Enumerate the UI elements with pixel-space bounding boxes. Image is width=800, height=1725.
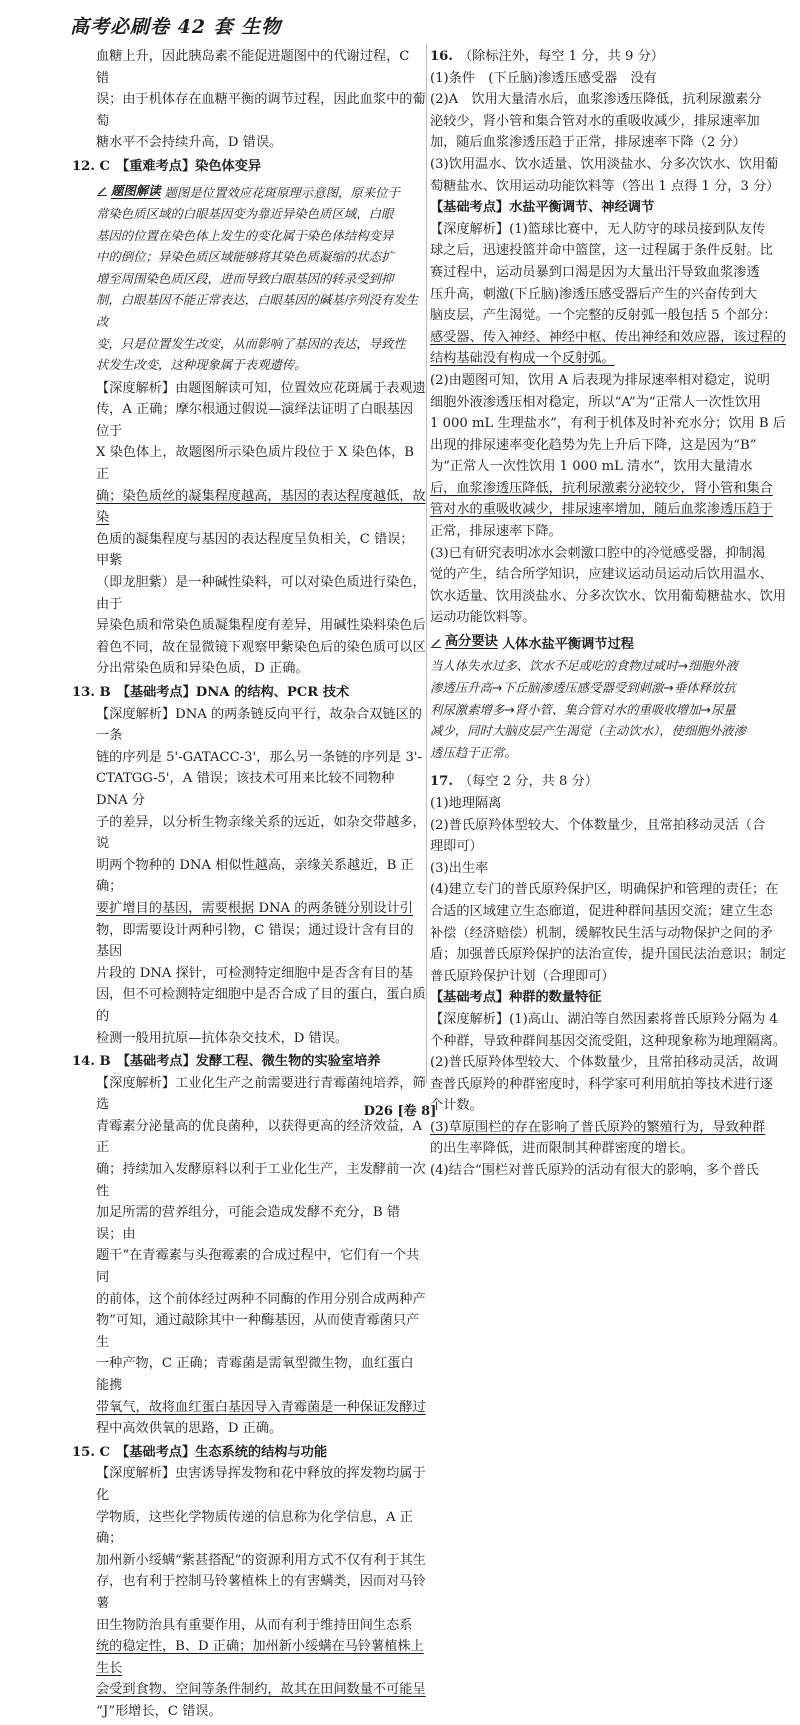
text-line: 普氏原羚保护计划（合理即可） <box>430 968 615 984</box>
text-line: CTATGG-5'，A 错误；该技术可用来比较不同物种 DNA 分 <box>96 771 395 808</box>
text-line: (2)普氏原羚体型较大、个体数量少，且常拍移动灵活（合 <box>430 817 766 833</box>
text-line: 误；由于机体存在血糖平衡的调节过程，因此血浆中的葡萄 <box>96 92 426 129</box>
text-line: 细胞外液渗透压相对稳定，所以“A”为“正常人一次性饮用 <box>430 394 762 410</box>
text-line: 感受器、传入神经、神经中枢、传出神经和效应器，该过程的 <box>430 329 787 345</box>
text-line: 确；持续加入发酵原料以利于工业化生产，主发酵前一次性 <box>96 1162 426 1199</box>
question-number: 14. B <box>72 1054 111 1070</box>
text-line: 要扩增目的基因，需要根据 DNA 的两条链分别设计引 <box>96 900 413 916</box>
tips-label <box>430 631 498 653</box>
analysis-block <box>96 704 426 1050</box>
text-line: 加，随后血浆渗透压趋于正常，排尿速率下降（2 分） <box>430 135 746 151</box>
text-line: 运动功能饮料等。 <box>430 610 536 626</box>
interpretation-label-text: 题图解读 <box>111 182 161 198</box>
text-line: 状发生改变，这种现象属于表观遗传。 <box>96 357 307 373</box>
text-line: 的出生率降低，进而限制其种群密度的增长。 <box>430 1141 694 1157</box>
analysis-block <box>96 1463 426 1722</box>
text-line: 【深度解析】由题图解读可知，位置效应花斑属于表观遗 <box>96 380 426 396</box>
text-line: 管对水的重吸收减少，排尿速率增加，随后血浆渗透压趋于 <box>430 502 773 518</box>
question-header <box>72 156 426 178</box>
question-header <box>72 682 426 704</box>
text-line: (3)草原围栏的存在影响了普氏原羚的繁殖行为，导致种群 <box>430 1119 766 1135</box>
text-line: 结构基础没有构成一个反射弧。 <box>430 351 615 367</box>
intro-block <box>96 46 426 154</box>
text-line: 片段的 DNA 探针，可检测特定细胞中是否含有目的基 <box>96 965 413 981</box>
question-12 <box>72 156 426 680</box>
interpretation-label <box>96 180 161 202</box>
text-line: 合适的区域建立生态廊道，促进种群间基因交流；建立生态 <box>430 903 773 919</box>
text-line: 加足所需的营养组分，可能会造成发酵不充分，B 错误；由 <box>96 1205 401 1242</box>
text-line: 着色不同，故在显微镜下观察甲紫染色后的染色质可以区 <box>96 639 426 655</box>
text-line: 压升高，刺激(下丘脑)渗透压感受器后产生的兴奋传到大 <box>430 286 757 302</box>
text-line: 透压趋于正常。 <box>430 744 517 760</box>
analysis-block <box>430 219 800 629</box>
text-line: 觉的产生，结合所学知识，应建议运动员运动后饮用温水、 <box>430 567 773 583</box>
text-line: 盾；加强普氏原羚保护的法治宣传，提升国民法治意识；制定 <box>430 947 787 963</box>
question-tag: 【基础考点】生态系统的结构与功能 <box>116 1444 328 1460</box>
page-header-title: 高考必刷卷 42 套 生物 <box>70 16 282 38</box>
text-line: 【深度解析】(1)篮球比赛中，无人防守的球员接到队友传 <box>430 221 766 237</box>
text-line: (1)条件 (下丘脑)渗透压感受器 没有 <box>430 70 657 86</box>
text-line: (4)结合“围栏对普氏原羚的活动有很大的影响，多个普氏 <box>430 1163 759 1179</box>
text-line: 学物质，这些化学物质传递的信息称为化学信息，A 正确； <box>96 1509 414 1547</box>
analysis-block <box>96 378 426 680</box>
question-number: 16. <box>430 49 453 64</box>
text-line: 子的差异，以分析生物亲缘关系的远近，如杂交带越多，说 <box>96 814 426 852</box>
question-tag: 【重难考点】染色体变异 <box>116 158 262 174</box>
text-line: 后，血浆渗透压降低，抗利尿激素分泌较少，肾小管和集合 <box>430 480 773 496</box>
text-line: 变，只是位置发生改变，从而影响了基因的表达，导致性 <box>96 335 406 351</box>
text-line: 赛过程中，运动员暴到口渴是因为大量出汗导致血浆渗透 <box>430 264 760 280</box>
text-line: 因，但不可检测特定细胞中是否合成了目的蛋白，蛋白质的 <box>96 987 426 1024</box>
text-line: 田生物防治具有重要作用，从而有利于维持田间生态系 <box>96 1617 413 1633</box>
question-tag: 【基础考点】发酵工程、微生物的实验室培养 <box>116 1054 381 1070</box>
text-line: 萄糖盐水、饮用运动功能饮料等（答出 1 点得 1 分，3 分） <box>430 178 780 194</box>
text-line: 带氧气，故将血红蛋白基因导入青霉菌是一种保证发酵过 <box>96 1399 426 1415</box>
text-line: 血糖上升，因此胰岛素不能促进题图中的代谢过程，C 错 <box>96 49 410 86</box>
text-line: 制，白眼基因不能正常表达，白眼基因的碱基序列没有发生改 <box>96 292 419 329</box>
text-line: 【深度解析】DNA 的两条链反向平行，故杂合双链区的一条 <box>96 706 422 744</box>
text-line: 【深度解析】工业化生产之前需要进行青霉菌纯培养，筛选 <box>96 1075 426 1113</box>
text-line: （即龙胆紫）是一种碱性染料，可以对染色质进行染色，由于 <box>96 575 426 612</box>
question-13 <box>72 682 426 1049</box>
column-divider <box>426 44 427 1084</box>
text-line: 出现的排尿速率变化趋势为先上升后下降，这是因为“B” <box>430 437 757 453</box>
text-line: (4)建立专门的普氏原羚保护区，明确保护和管理的责任；在 <box>430 882 779 898</box>
text-line: 1 000 mL 生理盐水”，有利于机体及时补充水分；饮用 B 后 <box>430 416 786 432</box>
text-line: 糖水平不会持续升高，D 错误。 <box>96 135 283 151</box>
text-line: 渗透压升高→下丘脑渗透压感受器受到刺激→垂体释放抗 <box>430 680 736 696</box>
tips-label-text: 高分要诀 <box>445 634 498 650</box>
text-line: 题干“在青霉素与头孢霉素的合成过程中，它们有一个共同 <box>96 1248 420 1286</box>
text-line: 统的稳定性，B、D 正确；加州新小绥螨在马铃薯植株上生长 <box>96 1639 424 1676</box>
text-line: 色质的凝集程度与基因的表达程度呈负相关，C 错误；甲紫 <box>96 531 414 569</box>
text-line: 脑皮层，产生渴觉。一个完整的反射弧一般包括 5 个部分： <box>430 308 777 324</box>
text-line: 加州新小绥螨“紫甚搭配”的资源利用方式不仅有利于其生 <box>96 1552 426 1568</box>
tips-block <box>430 631 800 763</box>
question-number: 15. C <box>72 1444 111 1460</box>
text-line: 增至周围染色质区段，进而导致白眼基因的转录受到抑 <box>96 270 394 286</box>
text-line: 个种群，导致种群间基因交流受阻，这种现象称为地理隔离。 <box>430 1033 787 1049</box>
score-note: （每空 2 分，共 8 分） <box>458 774 599 790</box>
question-15 <box>72 1442 426 1723</box>
text-line: (2)A 饮用大量清水后，血浆渗透压降低，抗利尿激素分 <box>430 92 762 108</box>
question-16 <box>430 46 800 763</box>
text-line: 为“正常人一次性饮用 1 000 mL 清水”，饮用大量清水 <box>430 459 753 475</box>
text-line: 题图是位置效应花斑原理示意图，原来位于 <box>164 184 400 200</box>
question-tag: 【基础考点】DNA 的结构、PCR 技术 <box>116 685 350 701</box>
text-line: 【深度解析】虫害诱导挥发物和花中释放的挥发物均属于化 <box>96 1466 426 1503</box>
answer-block <box>430 68 800 198</box>
text-line: 程中高效供氧的思路，D 正确。 <box>96 1421 283 1437</box>
question-header <box>72 1442 426 1464</box>
interpretation-block <box>96 180 426 376</box>
text-line: (3)已有研究表明冰水会刺激口腔中的冷觉感受器，抑制渴 <box>430 545 766 561</box>
text-line: (2)普氏原羚体型较大、个体数量少，且常拍移动灵活，故调 <box>430 1055 779 1071</box>
question-header <box>72 1051 426 1073</box>
text-line: 常染色质区域的白眼基因变为靠近异染色质区域，白眼 <box>96 205 394 221</box>
question-tag: 【基础考点】种群的数量特征 <box>430 990 602 1006</box>
text-line: 补偿（经济赔偿）机制，缓解牧民生活与动物保护之间的矛 <box>430 925 773 941</box>
text-line: 会受到食物、空间等条件制约，故其在田间数量不可能呈 <box>96 1682 426 1698</box>
text-line: 传，A 正确；摩尔根通过假说—演绎法证明了白眼基因位于 <box>96 402 414 439</box>
text-line: 的前体，这个前体经过两种不同酶的作用分别合成两种产 <box>96 1291 426 1307</box>
text-line: 明两个物种的 DNA 相似性越高，亲缘关系越近，B 正确； <box>96 857 414 895</box>
text-line: 理即可） <box>430 839 483 855</box>
text-line: X 染色体上，故题图所示染色质片段位于 X 染色体，B 正 <box>96 445 414 483</box>
text-line: 确；染色质丝的凝集程度越高，基因的表达程度越低，故染 <box>96 488 426 526</box>
text-line: 个计数。 <box>430 1098 483 1114</box>
question-number: 12. C <box>72 158 111 174</box>
pen-icon <box>96 184 108 196</box>
text-line: 检测一般用抗原—抗体杂交技术，D 错误。 <box>96 1030 349 1046</box>
text-line: “J”形增长，C 错误。 <box>96 1703 222 1719</box>
answer-block <box>430 793 800 987</box>
text-line: 物”可知，通过敲除其中一种酶基因，从而使青霉菌只产生 <box>96 1313 420 1350</box>
text-line: 一种产物，C 正确；青霉菌是需氧型微生物，血红蛋白能携 <box>96 1356 414 1394</box>
text-line: 泌较少，肾小管和集合管对水的重吸收减少，排尿速率加 <box>430 113 760 129</box>
text-line: 基因的位置在染色体上发生的变化属于染色体结构变异 <box>96 227 394 243</box>
question-number: 17. <box>430 774 453 790</box>
text-line: 当人体失水过多、饮水不足或吃的食物过咸时→细胞外液 <box>430 658 738 674</box>
text-line: 减少，同时大脑皮层产生渴觉（主动饮水），使细胞外液渗 <box>430 723 746 739</box>
pen-icon <box>430 636 442 648</box>
text-line: 利尿激素增多→肾小管、集合管对水的重吸收增加→尿量 <box>430 701 736 717</box>
text-line: 链的序列是 5'-GATACC-3'，那么另一条链的序列是 3'- <box>96 749 422 765</box>
text-line: (3)出生率 <box>430 860 489 876</box>
score-note: （除标注外，每空 1 分，共 9 分） <box>458 49 664 64</box>
text-line: (1)地理隔离 <box>430 795 502 811</box>
text-line: (2)由题图可知，饮用 A 后表现为排尿速率相对稳定，说明 <box>430 372 770 388</box>
analysis-block <box>96 1073 426 1440</box>
left-column <box>72 46 426 1725</box>
text-line: 异染色质和常染色质凝集程度有差异，用碱性染料染色后 <box>96 618 426 634</box>
text-line: 分出常染色质和异染色质，D 正确。 <box>96 661 309 677</box>
text-line: 查普氏原羚的种群密度时，科学家可利用航拍等技术进行逐 <box>430 1076 773 1092</box>
text-line: 物，即需要设计两种引物，C 错误；通过设计含有目的基因 <box>96 922 414 960</box>
text-line: 正常，排尿速率下降。 <box>430 524 562 540</box>
page-footer: D26 [卷 8] <box>363 1104 437 1119</box>
question-header <box>430 46 800 68</box>
question-17 <box>430 771 800 1181</box>
question-header <box>430 771 800 793</box>
question-number: 13. B <box>72 685 111 701</box>
text-line: 青霉素分泌量高的优良菌种，以获得更高的经济效益，A 正 <box>96 1118 423 1156</box>
tips-title: 人体水盐平衡调节过程 <box>501 636 634 652</box>
analysis-block <box>430 1009 800 1182</box>
question-tag: 【基础考点】水盐平衡调节、神经调节 <box>430 200 655 216</box>
text-line: 饮水适量、饮用淡盐水、分多次饮水、饮用葡萄糖盐水、饮用 <box>430 588 787 604</box>
text-line: (3)饮用温水、饮水适量、饮用淡盐水、分多次饮水、饮用葡 <box>430 156 779 172</box>
text-line: 存，也有利于控制马铃薯植株上的有害螨类，因而对马铃薯 <box>96 1574 426 1611</box>
text-line: 中的倒位；异染色质区域能够将其染色质凝缩的状态扩 <box>96 249 394 265</box>
text-line: 【深度解析】(1)高山、湖泊等自然因素将普氏原羚分隔为 4 <box>430 1011 778 1027</box>
right-column <box>430 46 800 1184</box>
text-line: 球之后，迅速投篮并命中篮筐，这一过程属于条件反射。比 <box>430 243 773 259</box>
